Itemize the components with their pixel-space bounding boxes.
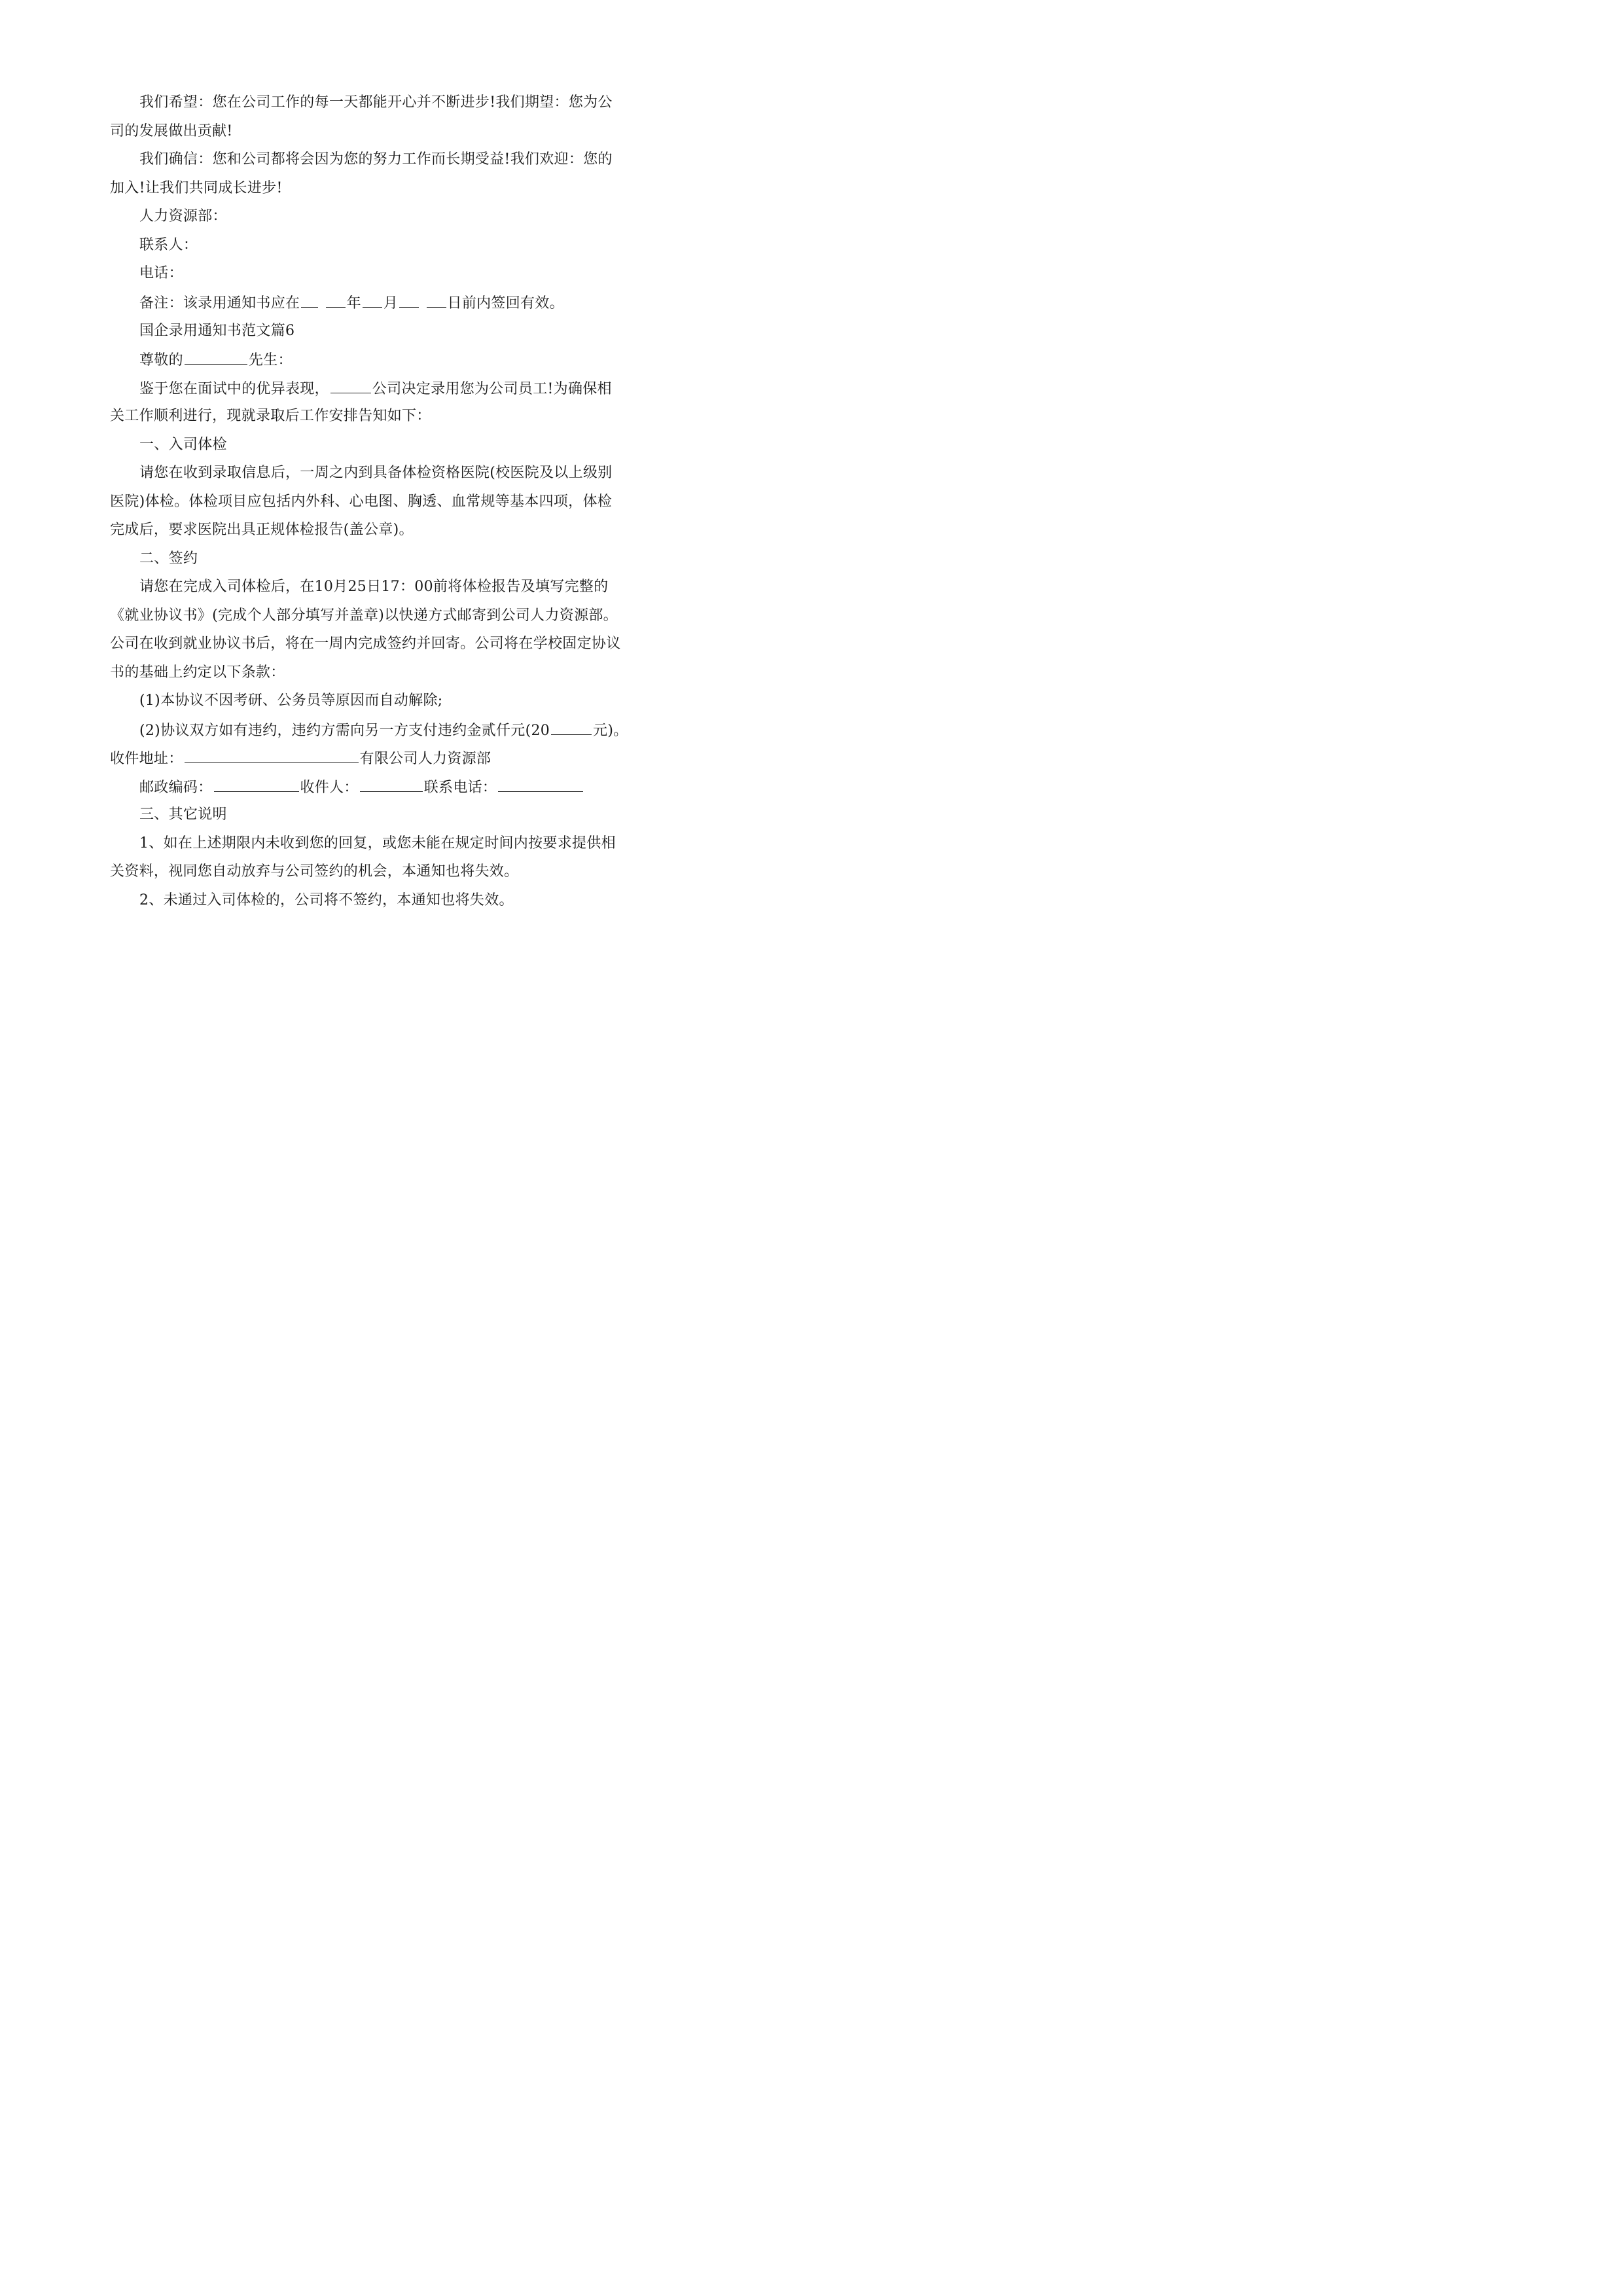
- section-heading: 三、其它说明: [139, 806, 227, 823]
- paragraph-line: 鉴于您在面试中的优异表现， 公司决定录用您为公司员工!为确保相: [139, 378, 612, 398]
- section-heading: 一、入司体检: [139, 437, 227, 453]
- signature-department: 人力资源部：: [139, 208, 227, 224]
- blank-line: [498, 777, 583, 792]
- paragraph-line: 完成后，要求医院出具正规体检报告(盖公章)。: [110, 522, 414, 538]
- paragraph-line: 1、如在上述期限内未收到您的回复，或您未能在规定时间内按要求提供相: [139, 835, 616, 852]
- blank-line: [330, 378, 371, 393]
- blank-line: [363, 293, 382, 308]
- blank-line: [551, 720, 592, 735]
- signature-phone: 电话：: [139, 265, 183, 281]
- blank-line: [185, 350, 247, 365]
- paragraph-line: 我们确信：您和公司都将会因为您的努力工作而长期受益!我们欢迎：您的: [139, 151, 613, 168]
- paragraph-line: 请您在收到录取信息后，一周之内到具备体检资格医院(校医院及以上级别: [139, 465, 613, 481]
- paragraph-line: 关资料，视同您自动放弃与公司签约的机会，本通知也将失效。: [110, 863, 519, 880]
- paragraph-line: 加入!让我们共同成长进步!: [110, 180, 283, 196]
- blank-line: [399, 293, 419, 308]
- paragraph-line: 关工作顺利进行，现就录取后工作安排告知如下：: [110, 408, 431, 424]
- clause-item: (2)协议双方如有违约，违约方需向另一方支付违约金贰仟元(20 元)。: [139, 720, 628, 740]
- blank-line: [360, 777, 423, 792]
- paragraph-line: 司的发展做出贡献!: [110, 123, 233, 139]
- paragraph-line: 《就业协议书》(完成个人部分填写并盖章)以快递方式邮寄到公司人力资源部。: [110, 607, 618, 624]
- remark-line: 备注：该录用通知书应在 年 月 日前内签回有效。: [139, 293, 564, 312]
- blank-line: [326, 293, 346, 308]
- postal-line: 邮政编码： 收件人： 联系电话：: [139, 777, 584, 797]
- paragraph-line: 公司在收到就业协议书后，将在一周内完成签约并回寄。公司将在学校固定协议: [110, 636, 621, 652]
- paragraph-line: 我们希望：您在公司工作的每一天都能开心并不断进步!我们期望：您为公: [139, 94, 613, 111]
- blank-line: [427, 293, 446, 308]
- blank-line: [301, 293, 318, 308]
- section-heading: 二、签约: [139, 550, 198, 567]
- salutation: 尊敬的 先生：: [139, 350, 293, 369]
- blank-line: [185, 748, 359, 763]
- signature-contact: 联系人：: [139, 237, 198, 253]
- section-title: 国企录用通知书范文篇6: [139, 323, 295, 339]
- address-line: 收件地址： 有限公司人力资源部: [110, 748, 491, 768]
- paragraph-line: 请您在完成入司体检后，在10月25日17：00前将体检报告及填写完整的: [139, 579, 609, 595]
- paragraph-line: 书的基础上约定以下条款：: [110, 664, 285, 681]
- paragraph-line: 2、未通过入司体检的，公司将不签约，本通知也将失效。: [139, 892, 514, 908]
- clause-item: (1)本协议不因考研、公务员等原因而自动解除;: [139, 692, 443, 709]
- blank-line: [214, 777, 299, 792]
- paragraph-line: 医院)体检。体检项目应包括内外科、心电图、胸透、血常规等基本四项，体检: [110, 493, 613, 510]
- document-page: [0, 0, 726, 1026]
